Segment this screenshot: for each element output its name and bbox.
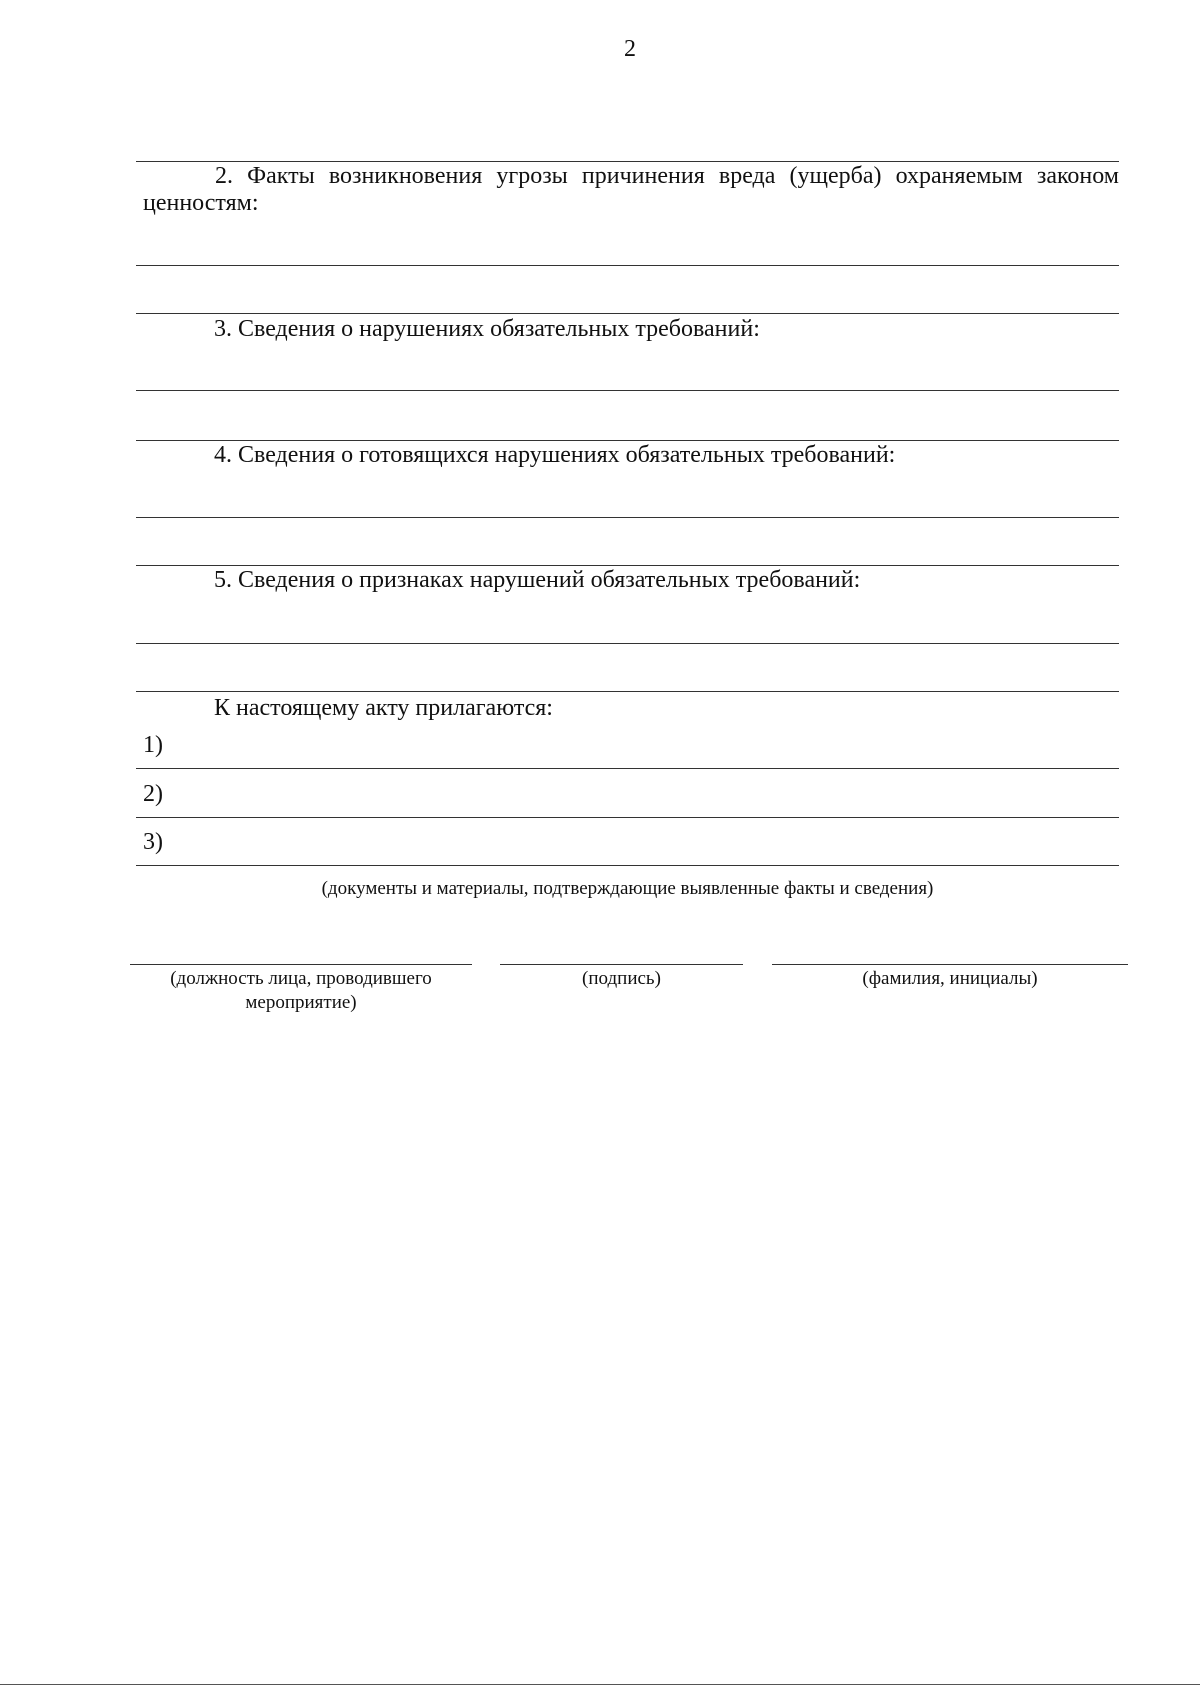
signature-caption: (подпись) [582,968,661,989]
attachment-item-3-line[interactable] [136,865,1119,866]
section-2-top-rule [136,161,1119,162]
attachment-item-3-label: 3) [143,829,163,855]
section-3-text: 3. Сведения о нарушениях обязательных требований: [214,316,760,342]
section-4-text: 4. Сведения о готовящихся нарушениях обязательных требований: [214,442,896,468]
attachment-item-1-line[interactable] [136,768,1119,769]
position-caption: (должность лица, проводившего мероприятие) [170,968,432,1013]
section-2-text: 2. Факты возникновения угрозы причинения вреда (ущерба) охраняемым законом ценностям: [143,163,1119,216]
section-5-fill-line-1[interactable] [136,643,1119,644]
signature-line[interactable] [500,964,743,965]
section-3-fill-line-1[interactable] [136,390,1119,391]
attachments-heading: К настоящему акту прилагаются: [214,695,553,721]
section-2-fill-line-1[interactable] [136,265,1119,266]
section-5-text: 5. Сведения о признаках нарушений обязательных требований: [214,567,861,593]
attachment-item-2-line[interactable] [136,817,1119,818]
section-2-fill-line-2[interactable] [136,313,1119,314]
attachment-item-2-label: 2) [143,781,163,807]
name-caption: (фамилия, инициалы) [862,968,1038,989]
name-line[interactable] [772,964,1128,965]
position-line[interactable] [130,964,472,965]
page-number: 2 [624,36,636,62]
attachments-caption: (документы и материалы, подтверждающие выявленные факты и сведения) [321,878,934,899]
section-5-fill-line-2[interactable] [136,691,1119,692]
bottom-edge-rule [0,1684,1200,1685]
section-4-fill-line-1[interactable] [136,517,1119,518]
attachment-item-1-label: 1) [143,732,163,758]
